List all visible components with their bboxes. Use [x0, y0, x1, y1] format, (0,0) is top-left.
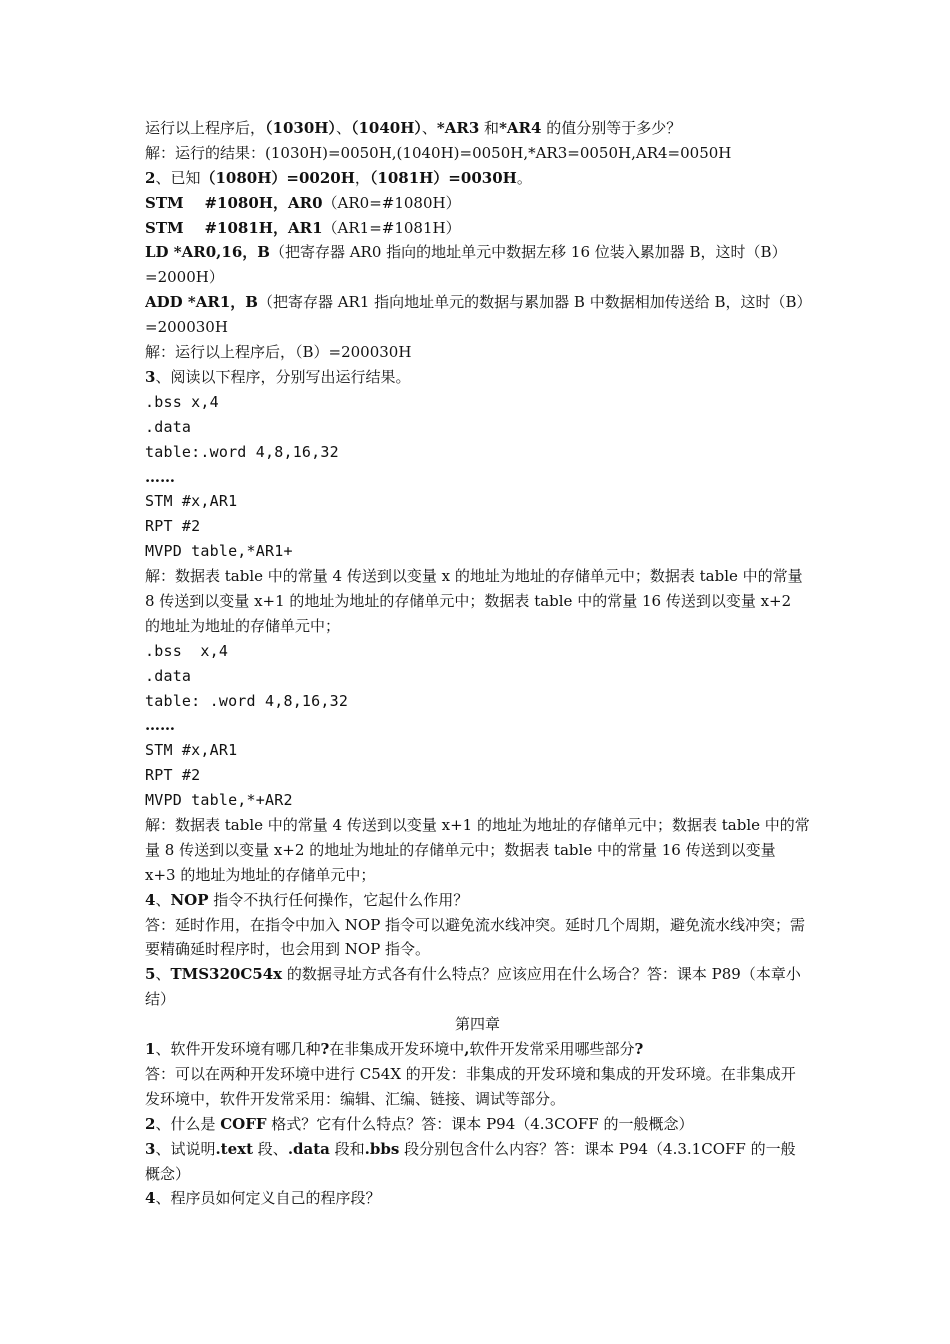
text-span: 答：可以在两种开发环境中进行 C54X 的开发：非集成的开发环境和集成的开发环境。在非集成开发环境中，软件开发常采用：编辑、汇编、链接、调试等部分。: [145, 1064, 796, 1108]
bold-text: ?: [634, 1040, 644, 1059]
bold-text: *AR4: [499, 119, 542, 137]
text-span: 在非集成开发环境中: [329, 1040, 465, 1059]
text-span: 、程序员如何定义自己的程序段？: [155, 1189, 381, 1208]
text-span: 段和: [329, 1139, 365, 1158]
text-span: 运行以上程序后，: [145, 119, 266, 137]
text-paragraph: [145, 240, 810, 290]
text-span: 、阅读以下程序，分别写出运行结果。: [155, 367, 411, 386]
text-span: 的值分别等于多少？: [541, 119, 682, 137]
text-line: [145, 141, 810, 166]
text-span: （把寄存器 AR0 指向的地址单元中数据左移 16 位装入累加器 B，这时（B）=2000H）: [145, 243, 787, 287]
text-paragraph: [145, 913, 810, 963]
bold-text: NOP: [170, 890, 209, 909]
text-span: 软件开发常采用哪些部分: [469, 1040, 635, 1059]
code-line: [145, 788, 810, 813]
text-span: STM #x,AR1: [145, 492, 238, 511]
bold-text: TMS320C54x: [170, 965, 283, 984]
bold-text: 3: [145, 367, 156, 386]
text-paragraph: [145, 290, 810, 340]
text-line: [145, 1037, 810, 1062]
bold-text: 4: [145, 890, 156, 909]
text-span: .data: [145, 666, 192, 685]
bold-text: 5: [145, 965, 156, 984]
text-paragraph: [145, 1137, 810, 1187]
text-paragraph: [145, 564, 810, 639]
code-line: [145, 763, 810, 788]
text-span: 、什么是: [155, 1114, 221, 1133]
text-span: 、: [155, 890, 171, 909]
text-span: table:.word 4,8,16,32: [145, 442, 339, 461]
text-span: RPT #2: [145, 517, 201, 536]
text-span: .bss x,4: [145, 641, 229, 660]
text-span: 解：运行的结果：(1030H)=0050H,(1040H)=0050H,*AR3=0050H,AR4=0050H: [145, 143, 732, 162]
bold-text: STM #1080H，AR0: [145, 193, 323, 212]
text-span: STM #x,AR1: [145, 741, 238, 760]
text-span: 解：运行以上程序后，（B）=200030H: [145, 343, 412, 362]
text-line: [145, 116, 810, 141]
bold-text: ,: [464, 1040, 470, 1059]
chapter-heading: [145, 1012, 810, 1037]
text-span: MVPD table,*+AR2: [145, 791, 293, 810]
bold-text: （1080H）=0020H: [200, 168, 355, 187]
bold-text: 2: [145, 168, 156, 187]
text-span: 指令不执行任何操作，它起什么作用？: [208, 890, 469, 909]
bold-text: .text: [215, 1139, 254, 1158]
bold-text: ……: [145, 467, 175, 486]
text-span: 答：延时作用，在指令中加入 NOP 指令可以避免流水线冲突。延时几个周期，避免流水线冲突；需要精确延时程序时，也会用到 NOP 指令。: [145, 915, 806, 959]
code-line: [145, 390, 810, 415]
text-paragraph: [145, 962, 810, 1012]
bold-text: 2: [145, 1114, 156, 1133]
text-span: 段分别包含什么内容？答：课本 P94（4.3.1COFF 的一般概念）: [145, 1139, 796, 1183]
document-page: [145, 116, 810, 1211]
bold-text: STM #1081H，AR1: [145, 218, 323, 237]
text-span: （AR0=#1080H）: [322, 193, 461, 212]
code-line: [145, 664, 810, 689]
text-span: MVPD table,*AR1+: [145, 542, 293, 561]
text-span: ，: [354, 168, 370, 187]
text-span: 段、: [253, 1139, 288, 1158]
bold-text: LD *AR0,16，B: [145, 243, 270, 262]
bold-text: ……: [145, 716, 175, 735]
text-line: [145, 713, 810, 738]
text-span: 。: [516, 168, 532, 187]
text-span: 、: [421, 119, 437, 137]
text-line: [145, 1186, 810, 1211]
text-span: 格式？它有什么特点？答：课本 P94（4.3COFF 的一般概念）: [266, 1114, 694, 1133]
text-span: 解：数据表 table 中的常量 4 传送到以变量 x 的地址为地址的存储单元中；数据表 table 中的常量 8 传送到以变量 x+1 的地址为地址的存储单元中；数据表 table 中的常量 16 传送到以变量 x+2 的地址为地址的存储单元中；: [145, 567, 803, 635]
text-span: 、: [335, 119, 351, 137]
text-line: [145, 340, 810, 365]
bold-text: .data: [287, 1139, 330, 1158]
bold-text: *AR3: [436, 119, 480, 137]
bold-text: 3: [145, 1139, 156, 1158]
text-span: 、试说明: [155, 1139, 216, 1158]
bold-text: （1040H）: [350, 119, 422, 137]
text-span: .bss x,4: [145, 392, 219, 411]
bold-text: ?: [320, 1040, 330, 1059]
code-line: [145, 440, 810, 465]
bold-text: 4: [145, 1189, 156, 1208]
bold-text: .bbs: [364, 1139, 400, 1158]
text-span: （把寄存器 AR1 指向地址单元的数据与累加器 B 中数据相加传送给 B，这时（B）=200030H: [145, 293, 805, 337]
code-line: [145, 514, 810, 539]
text-paragraph: [145, 1062, 810, 1112]
text-line: [145, 365, 810, 390]
text-paragraph: [145, 813, 810, 888]
text-span: 解：数据表 table 中的常量 4 传送到以变量 x+1 的地址为地址的存储单元中；数据表 table 中的常量 8 传送到以变量 x+2 的地址为地址的存储单元中；数据表 table 中的常量 16 传送到以变量 x+3 的地址为地址的存储单元中；: [145, 815, 810, 884]
code-line: [145, 738, 810, 763]
code-line: [145, 639, 810, 664]
bold-text: ADD *AR1，B: [145, 293, 258, 312]
text-span: 、: [155, 965, 171, 984]
text-line: [145, 191, 810, 216]
text-line: [145, 465, 810, 490]
code-line: [145, 689, 810, 714]
text-span: （AR1=#1081H）: [322, 218, 461, 237]
text-span: table: .word 4,8,16,32: [145, 691, 349, 710]
text-span: 、已知: [155, 168, 201, 187]
text-span: 的数据寻址方式各有什么特点？应该应用在什么场合？答：课本 P89（本章小结）: [145, 965, 801, 1009]
text-line: [145, 888, 810, 913]
bold-text: 1: [145, 1040, 156, 1059]
bold-text: （1081H）=0030H: [369, 168, 517, 187]
text-span: 、软件开发环境有哪几种: [155, 1040, 321, 1059]
code-line: [145, 415, 810, 440]
text-line: [145, 166, 810, 191]
code-line: [145, 539, 810, 564]
bold-text: COFF: [220, 1114, 267, 1133]
text-line: [145, 216, 810, 241]
text-line: [145, 1112, 810, 1137]
text-span: RPT #2: [145, 766, 201, 785]
text-span: .data: [145, 417, 192, 436]
text-span: 和: [479, 119, 500, 137]
text-span: 第四章: [454, 1015, 500, 1034]
bold-text: （1030H）: [265, 119, 336, 137]
code-line: [145, 489, 810, 514]
